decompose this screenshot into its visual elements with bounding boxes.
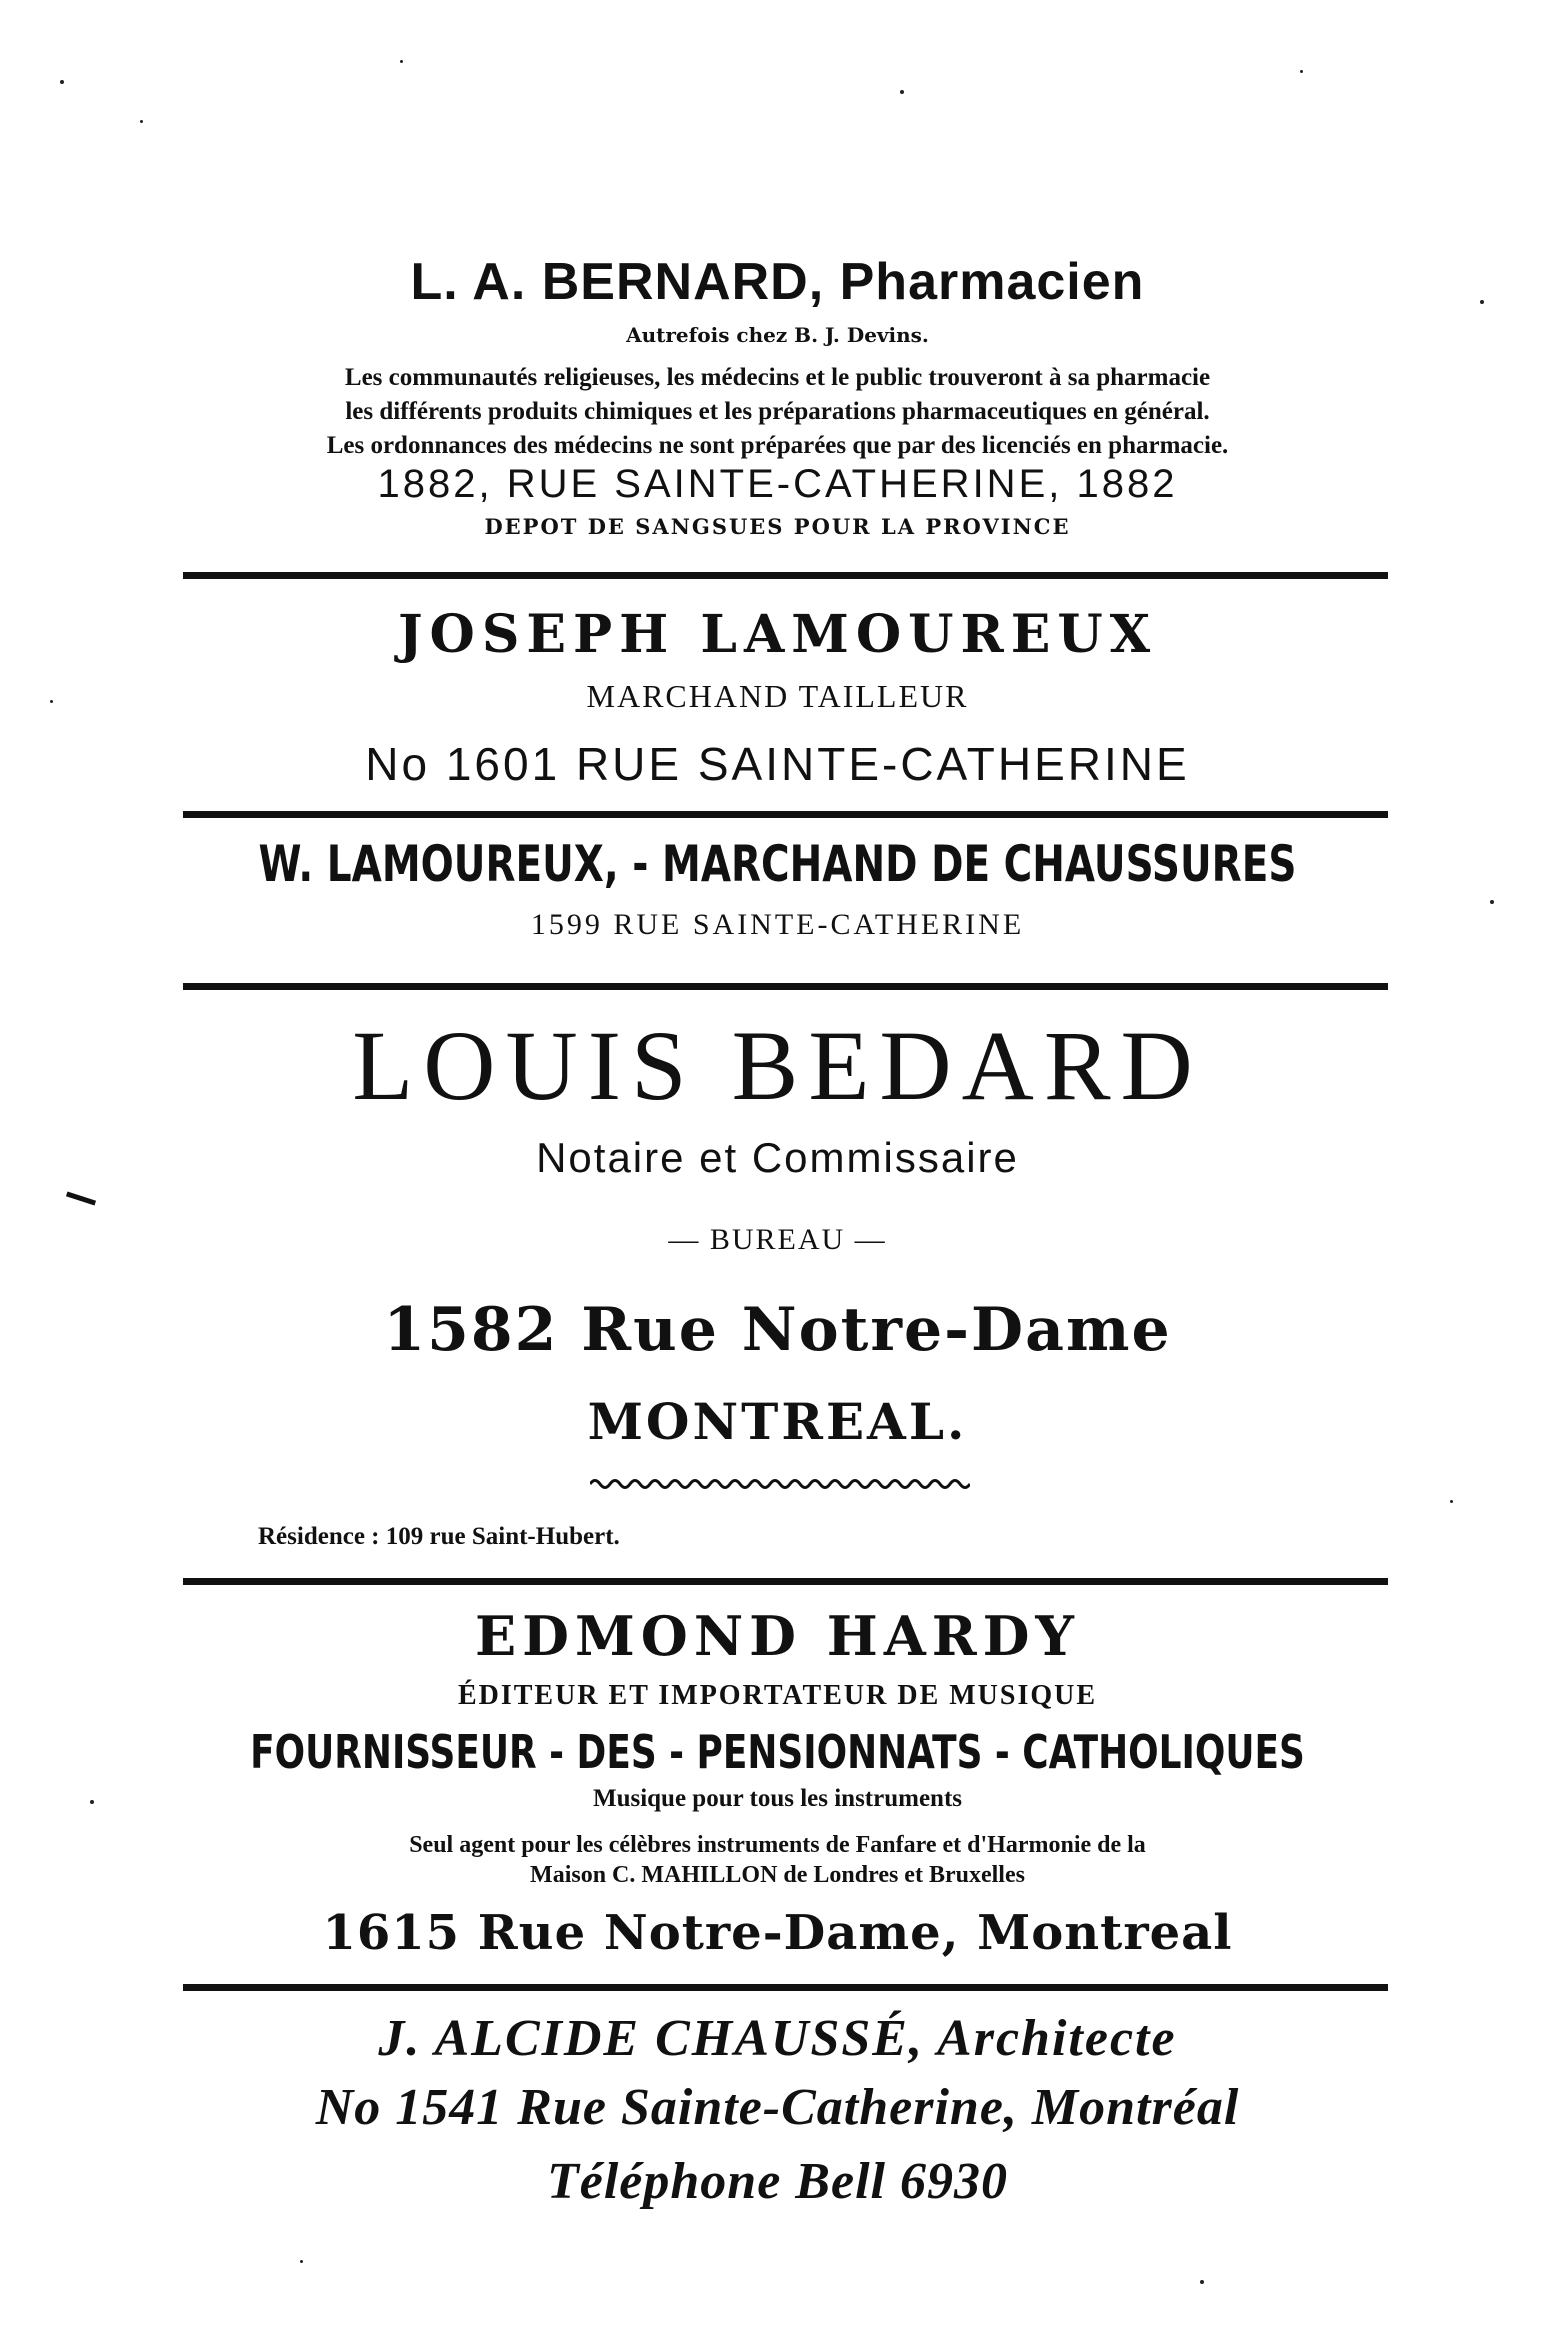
print-speck (300, 2260, 303, 2263)
print-speck (1480, 300, 1484, 304)
hardy-supplier: FOURNISSEUR - DES - PENSIONNATS - CATHOLIQUES (250, 1725, 1305, 1779)
print-speck (1200, 2280, 1204, 2284)
w-lamoureux-name: W. LAMOUREUX, - MARCHAND DE CHAUSSURES (258, 835, 1297, 893)
hardy-agent-line-1: Seul agent pour les célèbres instruments de Fanfare et d'Harmonie de la (409, 1832, 1146, 1858)
bernard-address: 1882, RUE SAINTE-CATHERINE, 1882 (377, 462, 1178, 506)
hardy-trade: ÉDITEUR ET IMPORTATEUR DE MUSIQUE (457, 1680, 1098, 1711)
bernard-leech-depot: DEPOT DE SANGSUES POUR LA PROVINCE (484, 514, 1071, 539)
hardy-music: Musique pour tous les instruments (592, 1785, 963, 1812)
chausse-address: No 1541 Rue Sainte-Catherine, Montréal (315, 2079, 1240, 2136)
bedard-city: MONTREAL. (587, 1392, 968, 1451)
print-speck (140, 120, 143, 123)
print-speck (50, 700, 53, 703)
print-speck (60, 80, 64, 84)
section-divider (183, 1984, 1388, 1991)
joseph-lamoureux-name: JOSEPH LAMOUREUX (397, 604, 1158, 665)
bedard-bureau: — BUREAU — (668, 1223, 887, 1256)
chausse-telephone: Téléphone Bell 6930 (547, 2153, 1008, 2210)
w-lamoureux-address: 1599 RUE SAINTE-CATHERINE (530, 908, 1025, 941)
bernard-name: L. A. BERNARD, Pharmacien (410, 253, 1145, 311)
joseph-lamoureux-address: No 1601 RUE SAINTE-CATHERINE (365, 738, 1190, 790)
bernard-description-line-2: les différents produits chimiques et les préparations pharmaceutiques en général. (345, 398, 1210, 425)
print-speck (900, 90, 904, 94)
print-speck (1300, 70, 1303, 73)
margin-ink-mark (66, 1191, 96, 1205)
print-speck (1450, 1500, 1453, 1503)
bernard-description-line-3: Les ordonnances des médecins ne sont préparées que par des licenciés en pharmacie. (326, 432, 1229, 459)
bernard-formerly: Autrefois chez B. J. Devins. (626, 323, 929, 347)
hardy-agent-line-2: Maison C. MAHILLON de Londres et Bruxelles (530, 1862, 1025, 1888)
bedard-residence: Résidence : 109 rue Saint-Hubert. (258, 1523, 620, 1550)
joseph-lamoureux-trade: MARCHAND TAILLEUR (586, 678, 969, 714)
section-divider (183, 572, 1388, 579)
chausse-name: J. ALCIDE CHAUSSÉ, Architecte (378, 2010, 1177, 2067)
print-speck (1490, 900, 1494, 904)
section-divider (183, 983, 1388, 990)
print-speck (400, 60, 403, 63)
hardy-address: 1615 Rue Notre-Dame, Montreal (322, 1905, 1233, 1961)
wavy-ornament (590, 1476, 970, 1492)
hardy-name: EDMOND HARDY (475, 1604, 1080, 1668)
section-divider (183, 1578, 1388, 1585)
print-speck (90, 1800, 94, 1804)
bedard-title: Notaire et Commissaire (536, 1134, 1019, 1181)
section-divider (183, 811, 1388, 818)
bedard-name: LOUIS BEDARD (352, 1010, 1203, 1121)
bernard-description-line-1: Les communautés religieuses, les médecins et le public trouveront à sa pharmacie (344, 364, 1211, 391)
bedard-address: 1582 Rue Notre-Dame (383, 1295, 1172, 1365)
